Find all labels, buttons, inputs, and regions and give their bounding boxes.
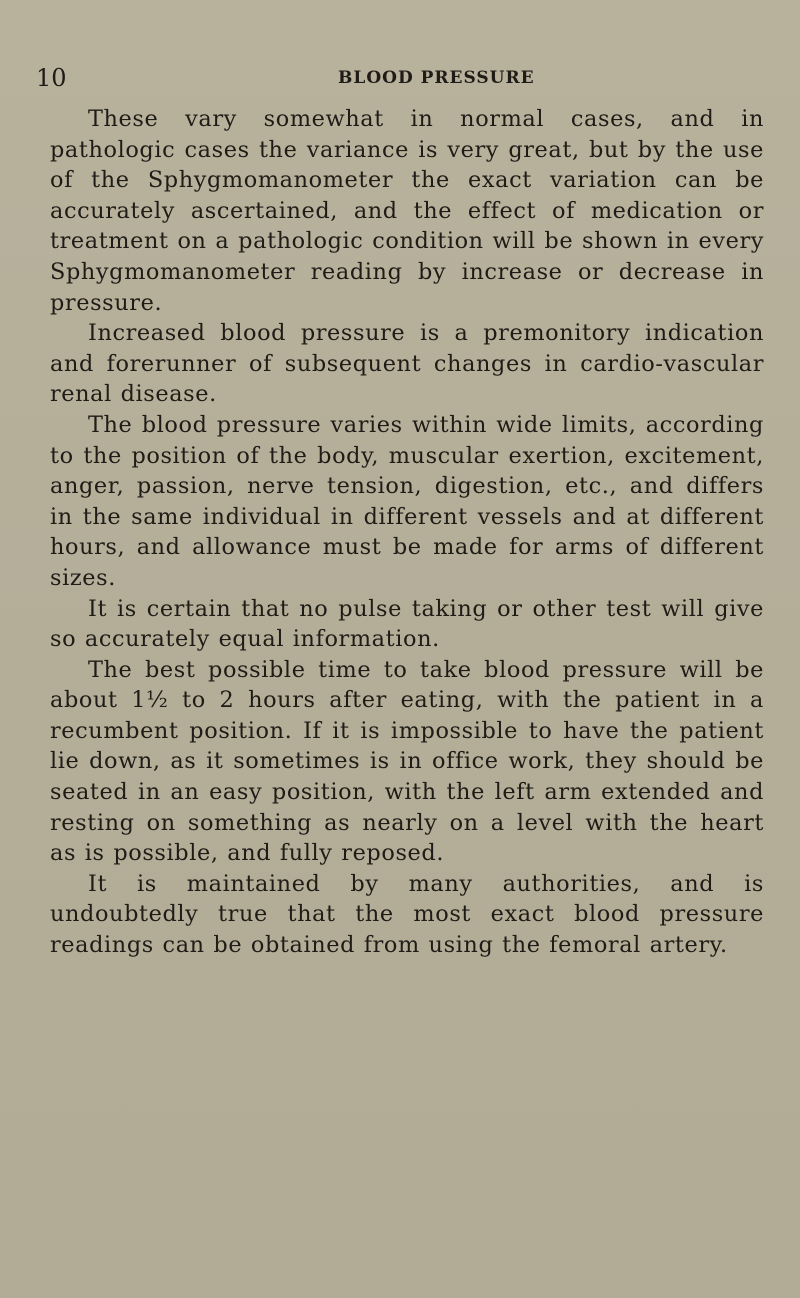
paragraph-femoral: It is maintained by many authorities, and is undoubtedly true that the most exact blood pressure readings can be obtained from using the femoral artery. [50,870,764,959]
paragraph-premonitory: Increased blood pressure is a premonitory indication and forerunner of subsequent changes in cardio-vascular renal disease. [50,320,764,408]
paragraph-pulse: It is certain that no pulse taking or other test will give so accurately equal information. [50,595,764,653]
paragraph-limits: The blood pressure varies within wide limits, according to the position of the body, muscular exertion, excitement, anger, passion, nerve tension, digestion, etc., and differs in the same individual in different vessels and at different hours, and allowance must be made for arms of different sizes. [50,411,764,591]
page-header [36,64,746,90]
page-number: 10 [36,64,67,92]
page-body [50,104,764,961]
paragraph-best-time: The best possible time to take blood pressure will be about 1½ to 2 hours after eating, with the patient in a recumbent position. If it is impossible to have the patient lie down, as it sometimes is in office work, they should be seated in an easy position, with the left arm extended and resting on something as nearly on a level with the heart as is possible, and fully reposed. [50,656,764,867]
paragraph-variance: These vary somewhat in normal cases, and in pathologic cases the variance is very great, but by the use of the Sphygmomanometer the exact variation can be accurately ascertained, and the effect of medication or treatment on a pathologic condition will be shown in every Sphygmomanometer reading by increase or decrease in pressure. [50,106,764,316]
running-head: BLOOD PRESSURE [338,68,535,88]
